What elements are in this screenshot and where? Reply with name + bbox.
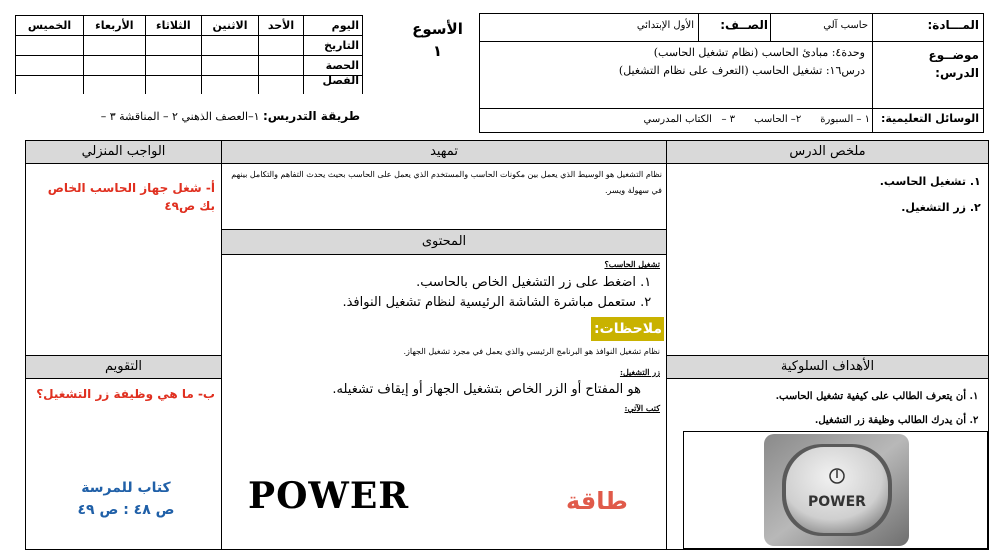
topic-label: موضــوع الدرس: [928,48,979,80]
topic-unit: وحدة٤: مبادئ الحاسب (نظام تشغيل الحاسب) [653,46,865,59]
grade-label: الصــف: [720,18,768,32]
note-text: نظام تشغيل النوافذ هو البرنامج الرئيسي والذي يعمل في مجرد تشغيل الجهاز. [403,347,660,356]
schedule-row-label: التاريخ [304,36,363,56]
schedule-header: الثلاثاء [145,16,201,36]
schedule-row-label: الفصل [304,76,363,96]
content-subheading: زر التشغيل: [619,367,660,377]
objective-item: 2. أن يدرك الطالب وظيفة زر التشغيل. [676,409,966,433]
power-button-icon [684,432,987,548]
content-step: 1. اضغط على زر التشغيل الخاص بالحاسب. [226,273,636,293]
summary-title: ملخص الدرس [667,141,988,164]
lesson-info-box [479,13,984,133]
grade-value: الأول الإبتدائي [636,20,694,31]
schedule-row-label: الحصة [304,56,363,76]
notes-label: ملاحظات: [594,321,662,337]
week-label: الأسوع ١ [405,18,470,62]
schedule-header: الخميس [16,16,84,36]
teaching-method: طريقة التدريس: ١–العصف الذهني ٢ – المناقشة ٣ – [100,109,360,123]
subject-label: المـــادة: [927,18,979,32]
aids-label: الوسائل التعليمية: [880,112,979,125]
power-definition: هو المفتاح أو الزر الخاص بتشغيل الجهاز أو إيقاف تشغيله. [332,382,641,397]
schedule-table [15,15,363,96]
topic-lesson: درس١٦: تشغيل الحاسب (التعرف على نظام التشغيل) [618,64,865,77]
intro-text: نظام التشغيل هو الوسيط الذي يعمل بين مكونات الحاسب والمستخدم الذي يعمل على الحاسب بحيث يحدث التفاهم والتكامل بينهم في سهولة ويسر. [231,170,662,195]
content-steps [226,273,636,313]
book-reference: كتاب للمرسة ص ٤٨ : ص ٤٩ [77,480,175,518]
assessment-title: التقويم [26,355,221,379]
content-step: 2. ستعمل مباشرة الشاشة الرئيسية لنظام تشغيل النوافذ. [226,293,636,313]
homework-title: الواجب المنزلي [26,141,221,164]
arabic-power-word: طاقة [566,487,628,515]
content-title: المحتوى [222,229,666,255]
power-button-label: POWER [808,494,866,510]
schedule-header: اليوم [304,16,363,36]
power-button-image [683,431,988,549]
content-subheading: تشغيل الحاسب؟ [604,259,660,269]
summary-list [676,169,966,221]
summary-item: 2. زر التشغيل. [676,195,966,221]
schedule-header: الأربعاء [84,16,146,36]
homework-text: أ- شغل جهاز الحاسب الخاص بك ص٤٩ [47,181,215,213]
content-subheading: كتب الآتي: [624,403,660,413]
week-number: ١ [432,42,443,60]
power-word: POWER [248,475,410,517]
objectives-title: الأهداف السلوكية [667,355,988,379]
intro-title: تمهيد [222,141,666,164]
assessment-question: ب- ما هي وظيفة زر التشغيل؟ [36,387,215,401]
summary-item: 1. تشغيل الحاسب. [676,169,966,195]
objectives-list [676,385,966,433]
objective-item: 1. أن يتعرف الطالب على كيفية تشغيل الحاسب. [676,385,966,409]
schedule-header: الاثنين [202,16,259,36]
subject-value: حاسب آلي [823,20,868,31]
schedule-header: الأحد [258,16,303,36]
aids-items: ١ – السبورة ٢– الحاسب ٣ – الكتاب المدرسي [643,114,870,125]
lesson-grid [25,140,989,550]
